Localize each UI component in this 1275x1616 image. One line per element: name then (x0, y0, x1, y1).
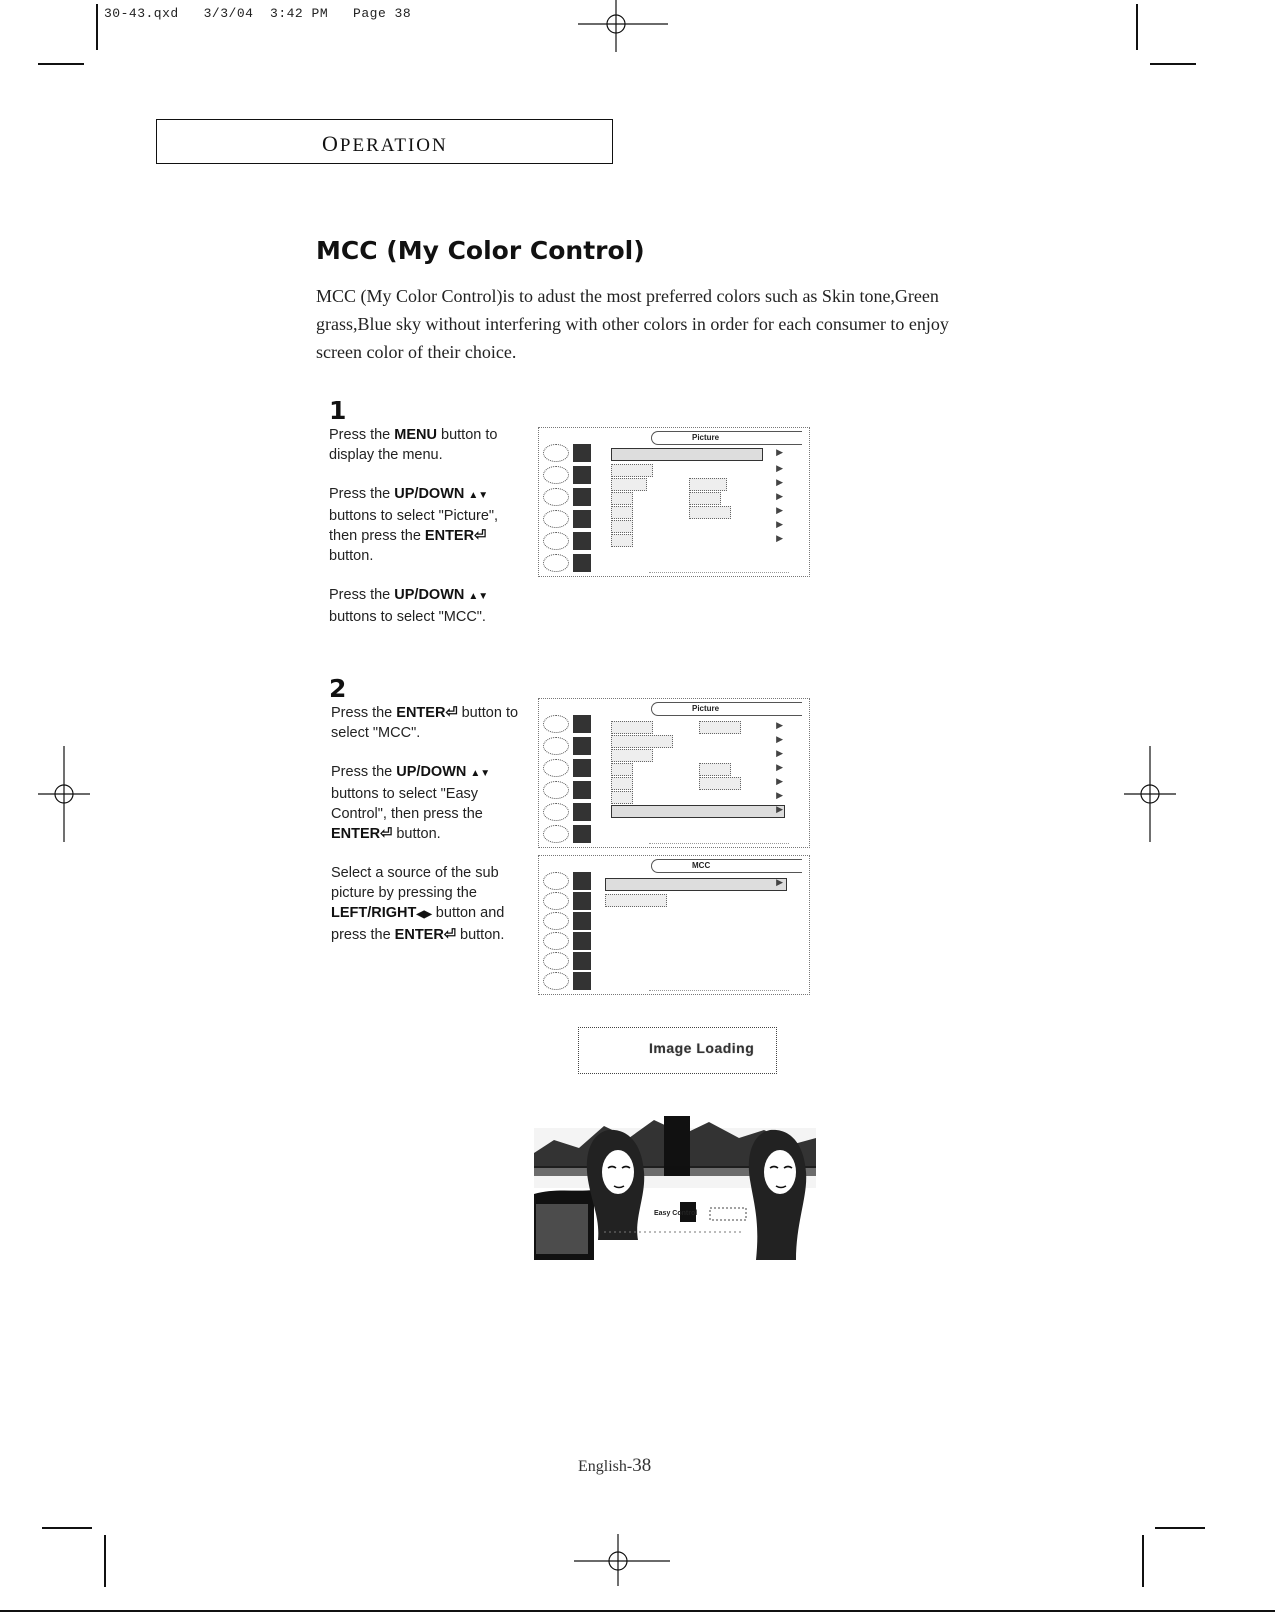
page-title: MCC (My Color Control) (316, 236, 645, 265)
crop-mark (96, 4, 98, 50)
step-number: 1 (329, 396, 347, 425)
up-down-icon: ▲▼ (470, 768, 491, 779)
crop-mark (104, 1535, 106, 1587)
registration-mark-right (1124, 746, 1176, 842)
enter-icon: ⏎ (380, 826, 393, 842)
mcc-menu-screenshot: MCC ▶ (538, 855, 810, 995)
enter-icon: ⏎ (445, 705, 458, 721)
enter-icon: ⏎ (474, 528, 487, 544)
left-right-icon: ◀▶ (416, 909, 432, 920)
up-down-icon: ▲▼ (468, 591, 489, 602)
menu-title-bar: MCC (651, 859, 802, 873)
crop-mark (38, 63, 84, 65)
intro-paragraph: MCC (My Color Control)is to adust the most preferred colors such as Skin tone,Green grass,Blue sky without interfering with other colors in order for each consumer to enjoy screen color of their choice. (316, 286, 949, 362)
step-2-instructions: Press the ENTER⏎ button to select "MCC". Press the UP/DOWN ▲▼ buttons to select "Easy Control", then press the ENTER⏎ button. Select a source of the sub picture by pressing the LEFT/RIGHT◀▶ button and press the ENTER⏎ button. (331, 705, 519, 943)
menu-title-bar: Picture (651, 431, 802, 445)
easy-control-label: Easy Control (654, 1210, 698, 1217)
registration-mark-bottom (574, 1534, 670, 1586)
crop-mark (1136, 4, 1138, 50)
crop-mark (1142, 1535, 1144, 1587)
registration-mark-left (38, 746, 90, 842)
picture-menu-mcc-screenshot: Picture ▶ ▶ ▶ ▶ ▶ ▶ ▶ (538, 698, 810, 848)
crop-mark (1150, 63, 1196, 65)
image-loading-label: Image Loading (649, 1040, 755, 1056)
up-down-icon: ▲▼ (468, 490, 489, 501)
menu-title-bar: Picture (651, 702, 802, 716)
image-loading-box (578, 1027, 777, 1074)
page-number: English-38 (578, 1455, 652, 1476)
registration-mark-top (578, 0, 668, 52)
menu-sidebar (541, 870, 595, 988)
print-slug: 30-43.qxd 3/3/04 3:42 PM Page 38 (104, 6, 412, 21)
mcc-preview-photo (534, 1108, 816, 1260)
menu-sidebar (541, 713, 595, 841)
crop-mark (42, 1527, 92, 1529)
menu-sidebar (541, 442, 595, 570)
enter-icon: ⏎ (443, 927, 456, 943)
step-1-instructions: Press the MENU button to display the menu. Press the UP/DOWN ▲▼ buttons to select "Picture", then press the ENTER⏎ button. Press the UP/DOWN ▲▼ buttons to select "MCC". (329, 427, 499, 625)
picture-menu-screenshot: Picture ▶ ▶ ▶ ▶ ▶ ▶ ▶ (538, 427, 810, 577)
step-number: 2 (329, 674, 347, 703)
section-header: OPERATION (322, 131, 448, 156)
crop-mark (1155, 1527, 1205, 1529)
bottom-rule (0, 1610, 1275, 1612)
